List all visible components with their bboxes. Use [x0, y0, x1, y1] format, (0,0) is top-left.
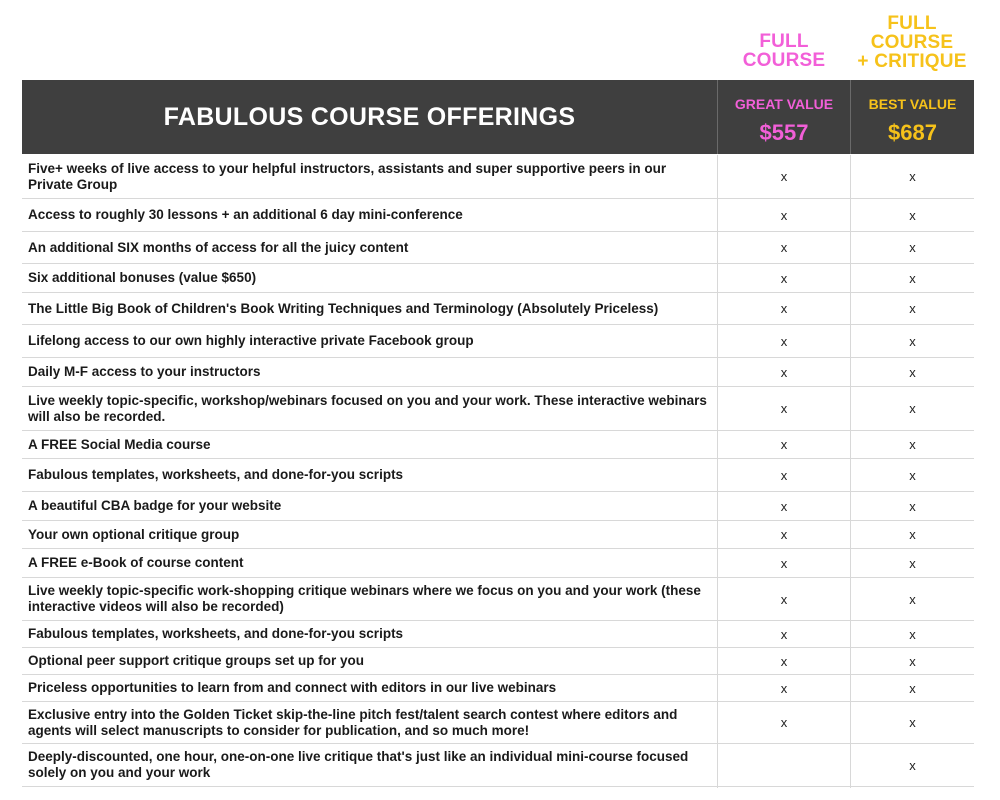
- best-value-label: BEST VALUE: [868, 96, 957, 112]
- offerings-table: [22, 155, 974, 787]
- table-row: [22, 325, 974, 358]
- full-course-mark: x: [780, 527, 788, 542]
- critique-price: $687: [888, 120, 937, 145]
- full-course-mark: x: [780, 653, 788, 669]
- table-row: [22, 675, 974, 702]
- table-row: [22, 621, 974, 648]
- table-row: [22, 431, 974, 459]
- critique-mark: x: [909, 240, 916, 255]
- critique-heading-line: COURSE: [870, 32, 954, 53]
- feature-text: The Little Big Book of Children's Book Writing Techniques and Terminology (Absolutely Priceless): [28, 300, 659, 316]
- feature-text: Daily M-F access to your instructors: [28, 364, 261, 379]
- critique-mark: x: [909, 653, 916, 669]
- full-course-mark: x: [780, 467, 788, 483]
- feature-text: Fabulous templates, worksheets, and done-for-you scripts: [28, 626, 404, 641]
- critique-mark: x: [909, 270, 916, 286]
- table-row: [22, 521, 974, 549]
- critique-price-block: [851, 80, 974, 154]
- table-row: [22, 232, 974, 264]
- table-row: [22, 648, 974, 675]
- feature-text: Six additional bonuses (value $650): [28, 270, 257, 285]
- full-course-mark: x: [780, 626, 788, 642]
- full-course-heading-line: COURSE: [742, 50, 826, 71]
- full-course-mark: x: [780, 333, 788, 349]
- critique-mark: x: [909, 555, 916, 571]
- feature-text: A FREE e-Book of course content: [28, 555, 244, 570]
- critique-heading-line: + CRITIQUE: [857, 51, 967, 72]
- table-row: [22, 492, 974, 521]
- full-course-mark: x: [780, 301, 788, 316]
- table-title: FABULOUS COURSE OFFERINGS: [163, 102, 576, 131]
- critique-mark: x: [909, 169, 916, 184]
- full-course-mark: x: [780, 437, 788, 452]
- full-course-mark: x: [780, 401, 788, 416]
- critique-mark: x: [909, 301, 916, 316]
- feature-text: Lifelong access to our own highly interactive private Facebook group: [28, 333, 474, 348]
- critique-mark: x: [909, 757, 916, 773]
- critique-mark: x: [909, 333, 916, 349]
- full-course-price-block: [718, 80, 850, 154]
- full-course-mark: x: [780, 680, 788, 696]
- great-value-label: GREAT VALUE: [734, 96, 834, 112]
- critique-mark: x: [909, 715, 916, 730]
- feature-text: Priceless opportunities to learn from and connect with editors in our live webinars: [28, 680, 557, 695]
- feature-text: Exclusive entry into the Golden Ticket skip-the-line pitch fest/talent search contest where editors and agents will select manuscripts to consider for publication, and so much more!: [28, 706, 678, 738]
- full-course-mark: x: [780, 715, 788, 730]
- critique-mark: x: [909, 591, 916, 607]
- full-course-mark: x: [780, 270, 788, 286]
- full-course-heading-line: FULL: [759, 31, 809, 52]
- feature-text: Deeply-discounted, one hour, one-on-one live critique that's just like an individual mini-course focused solely on you and your work: [28, 749, 689, 780]
- critique-mark: x: [909, 437, 916, 452]
- full-course-price: $557: [759, 120, 809, 145]
- table-row: [22, 155, 974, 199]
- feature-text: Access to roughly 30 lessons + an additional 6 day mini-conference: [28, 207, 463, 222]
- full-course-mark: x: [780, 240, 788, 255]
- full-course-mark: [718, 744, 850, 786]
- full-course-mark: x: [780, 169, 788, 184]
- critique-mark: x: [909, 527, 916, 542]
- full-course-heading: [718, 32, 850, 70]
- feature-text: Optional peer support critique groups set up for you: [28, 653, 365, 668]
- table-row: [22, 387, 974, 431]
- feature-text: Your own optional critique group: [28, 526, 240, 542]
- feature-text: A beautiful CBA badge for your website: [28, 498, 282, 513]
- critique-mark: x: [909, 467, 916, 483]
- table-row: [22, 549, 974, 578]
- table-row: [22, 199, 974, 232]
- critique-mark: x: [909, 401, 916, 416]
- critique-mark: x: [909, 498, 916, 514]
- full-course-critique-heading: [851, 14, 973, 71]
- critique-mark: x: [909, 364, 916, 380]
- table-row: [22, 459, 974, 492]
- table-row: [22, 578, 974, 621]
- table-row: [22, 264, 974, 293]
- table-row: [22, 744, 974, 787]
- feature-text: Five+ weeks of live access to your helpful instructors, assistants and super supportive peers in our Private Group: [28, 160, 667, 192]
- feature-text: Fabulous templates, worksheets, and done-for-you scripts: [28, 467, 404, 482]
- full-course-mark: x: [780, 207, 788, 223]
- critique-mark: x: [909, 207, 916, 223]
- feature-text: Live weekly topic-specific, workshop/webinars focused on you and your work. These interactive webinars will also be recorded.: [28, 392, 707, 424]
- full-course-mark: x: [780, 364, 788, 380]
- critique-heading-line: FULL: [887, 13, 937, 34]
- feature-text: An additional SIX months of access for all the juicy content: [28, 239, 409, 255]
- table-header: [22, 80, 974, 154]
- table-row: [22, 358, 974, 387]
- full-course-mark: x: [780, 555, 788, 571]
- table-row: [22, 702, 974, 744]
- full-course-mark: x: [780, 498, 788, 514]
- critique-mark: x: [909, 626, 916, 642]
- feature-text: A FREE Social Media course: [28, 436, 211, 452]
- table-row: [22, 293, 974, 325]
- full-course-mark: x: [780, 591, 788, 607]
- critique-mark: x: [909, 680, 916, 696]
- feature-text: Live weekly topic-specific work-shopping critique webinars where we focus on you and your work (these interactive videos will also be recorded): [28, 583, 701, 614]
